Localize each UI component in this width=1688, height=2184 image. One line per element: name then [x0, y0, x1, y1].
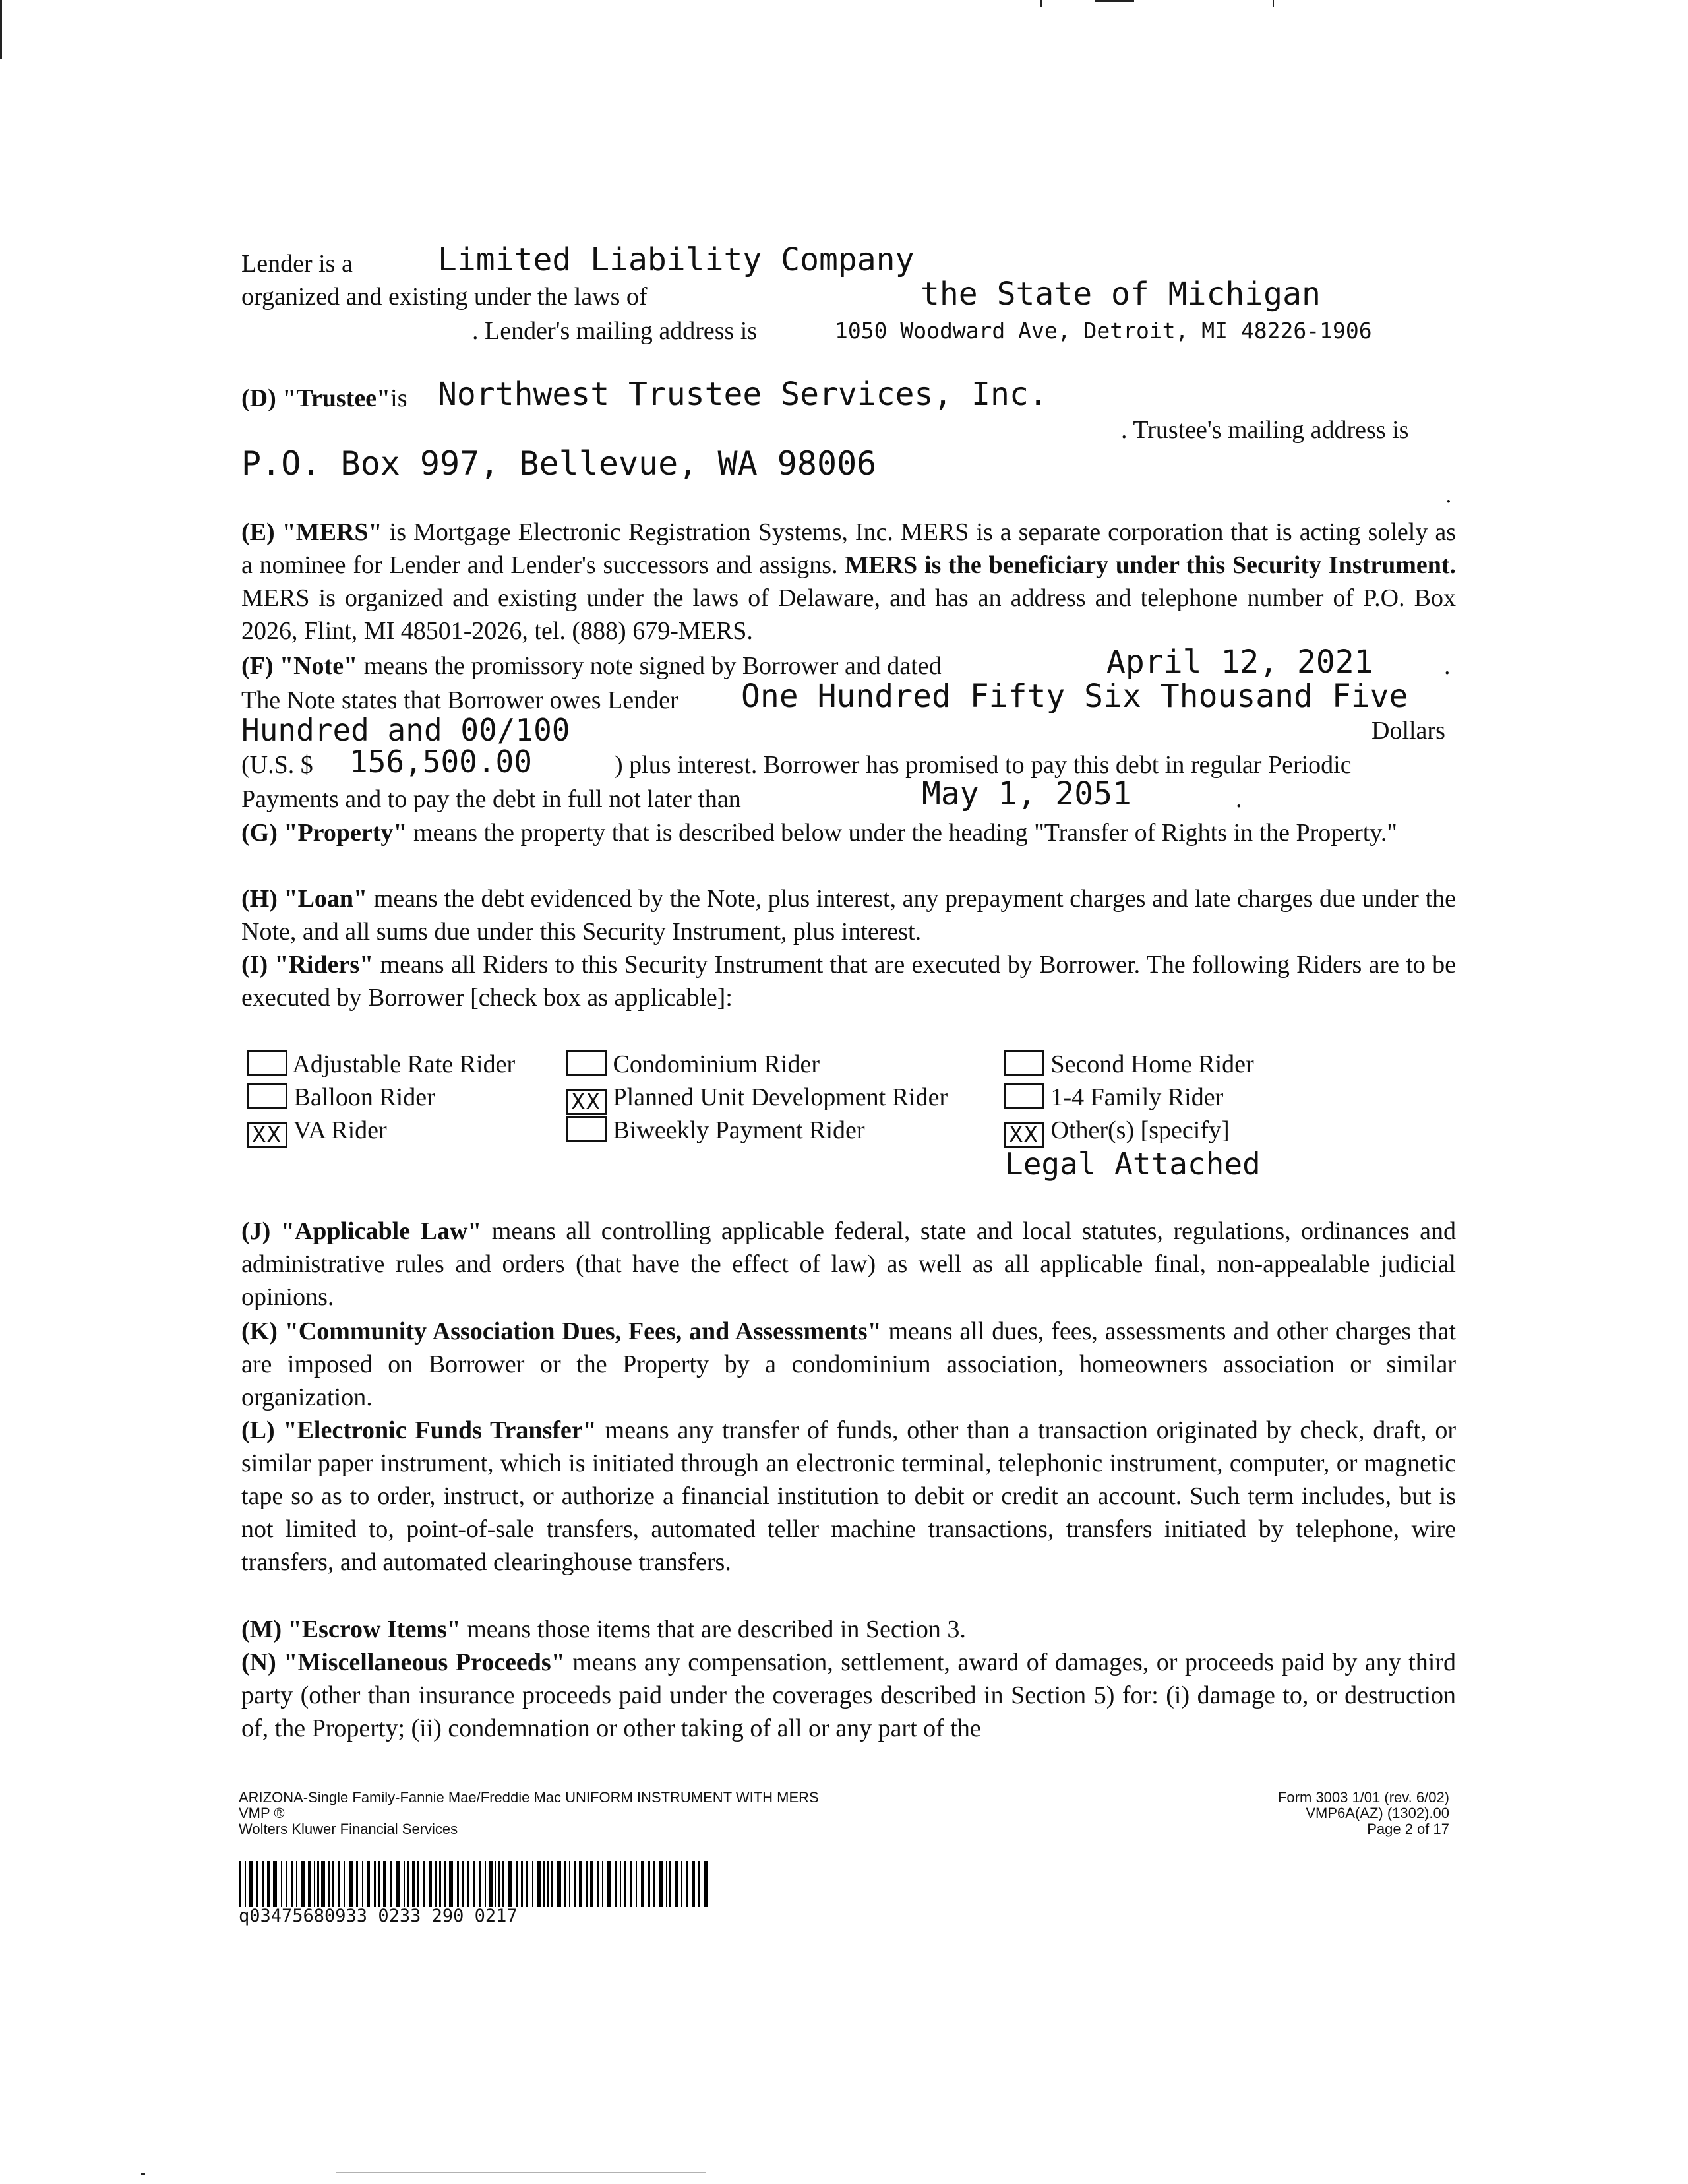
- applicable-law-label: (J) "Applicable Law": [241, 1217, 482, 1245]
- barcode-bar: [653, 1861, 655, 1907]
- barcode-bar: [317, 1861, 319, 1907]
- rider-second-home: [1004, 1050, 1254, 1079]
- barcode-bar: [332, 1861, 334, 1907]
- barcode-bar: [557, 1861, 561, 1907]
- riders-definition: [241, 948, 1456, 1014]
- note-signed-text: means the promissory note signed by Borrower and dated: [363, 652, 942, 680]
- barcode-bar: [579, 1861, 582, 1907]
- barcode-bar: [636, 1861, 637, 1907]
- checkbox[interactable]: XX: [247, 1122, 287, 1148]
- trustee-label: (D) "Trustee": [241, 384, 391, 412]
- note-label: (F) "Note": [241, 652, 358, 680]
- barcode-bar: [597, 1861, 599, 1907]
- barcode-bar: [308, 1861, 311, 1907]
- checkbox[interactable]: [1004, 1050, 1044, 1076]
- footer-page-number: Page 2 of 17: [1367, 1821, 1449, 1837]
- trustee-mailing-label: . Trustee's mailing address is: [1121, 416, 1409, 444]
- barcode-bar: [615, 1861, 617, 1907]
- barcode-bar: [378, 1861, 380, 1907]
- barcode-bar: [532, 1861, 533, 1907]
- rider-label: Balloon Rider: [293, 1083, 435, 1111]
- note-maturity-period: .: [1236, 785, 1242, 813]
- eft-definition: [241, 1414, 1456, 1579]
- barcode-bar: [245, 1861, 246, 1907]
- checkbox[interactable]: [566, 1050, 607, 1076]
- barcode: [239, 1861, 711, 1907]
- rider-label: Condominium Rider: [613, 1050, 820, 1078]
- rider-label: Planned Unit Development Rider: [613, 1083, 948, 1111]
- barcode-bar: [429, 1861, 432, 1907]
- barcode-bar: [296, 1861, 297, 1907]
- barcode-bar: [669, 1861, 671, 1907]
- barcode-bar: [495, 1861, 496, 1907]
- barcode-bar: [620, 1861, 621, 1907]
- misc-proceeds-definition: [241, 1646, 1456, 1745]
- barcode-bar: [686, 1861, 688, 1907]
- mers-beneficiary: MERS is the beneficiary under this Security Instrument.: [845, 551, 1457, 579]
- lender-mailing-label: . Lender's mailing address is: [472, 317, 758, 345]
- checkbox[interactable]: XX: [1004, 1122, 1044, 1148]
- trustee-is: is: [390, 384, 407, 412]
- footer-form-title: ARIZONA-Single Family-Fannie Mae/Freddie Mac UNIFORM INSTRUMENT WITH MERS: [239, 1789, 819, 1805]
- eft-text: means any transfer of funds, other than a transaction originated by check, draft, or similar paper instrument, which is initiated through an electronic terminal, telephonic instrument, computer, or magnetic tape so as to order, instruct, or authorize a financial institution to debit or credit an account. Such term includes, but is not limited to, point-of-sale transfers, automated teller machine transactions, transfers initiated by telephone, wire transfers, and automated clearinghouse transfers.: [241, 1416, 1456, 1576]
- applicable-law-text: means all controlling applicable federal, state and local statutes, regulations, ordinances and administrative rules and orders (that have the effect of law) as well as all applicable final, non-appealable judicial opinions.: [241, 1217, 1456, 1311]
- barcode-bar: [321, 1861, 325, 1907]
- checkbox[interactable]: [1004, 1083, 1044, 1109]
- lender-address: 1050 Woodward Ave, Detroit, MI 48226-1906: [835, 318, 1372, 344]
- rider-other: [1004, 1116, 1230, 1148]
- barcode-bar: [444, 1861, 446, 1907]
- barcode-bar: [407, 1861, 409, 1907]
- note-owes-text: The Note states that Borrower owes Lender: [241, 686, 678, 714]
- lender-entity-type: Limited Liability Company: [438, 241, 915, 278]
- rider-pud: [566, 1083, 948, 1115]
- community-association-text: means all dues, fees, assessments and other charges that are imposed on Borrower or the Property by a condominium association, homeowners association or similar organization.: [241, 1318, 1456, 1411]
- barcode-bar: [551, 1861, 553, 1907]
- escrow-items-label: (M) "Escrow Items": [241, 1616, 461, 1643]
- barcode-bar: [286, 1861, 287, 1907]
- barcode-bar: [396, 1861, 400, 1907]
- note-payments-text: Payments and to pay the debt in full not later than: [241, 785, 741, 813]
- rider-label: Biweekly Payment Rider: [613, 1116, 865, 1144]
- loan-definition: [241, 882, 1456, 948]
- rider-other-specify: Legal Attached: [1005, 1146, 1261, 1182]
- mers-text-1: is Mortgage Electronic Registration Systems, Inc. MERS is a separate corporation that is acting solely as a nominee for Lender and Lender's successors and assigns.: [241, 518, 1456, 579]
- scan-bottom-speckle: [336, 2172, 706, 2173]
- barcode-bar: [516, 1861, 518, 1907]
- barcode-bar: [574, 1861, 576, 1907]
- rider-adjustable-rate: [247, 1050, 515, 1079]
- barcode-bar: [423, 1861, 425, 1907]
- barcode-bar: [367, 1861, 370, 1907]
- footer-form-code: VMP6A(AZ) (1302).00: [1306, 1805, 1449, 1821]
- community-association-definition: [241, 1315, 1456, 1414]
- trustee-line: [241, 384, 407, 413]
- barcode-bar: [526, 1861, 528, 1907]
- barcode-bar: [586, 1861, 588, 1907]
- barcode-bar: [383, 1861, 386, 1907]
- barcode-bar: [624, 1861, 626, 1907]
- barcode-bar: [457, 1861, 459, 1907]
- barcode-bar: [659, 1861, 663, 1907]
- scan-bottom-speckle: [141, 2173, 145, 2175]
- barcode-bar: [666, 1861, 667, 1907]
- barcode-bar: [508, 1861, 512, 1907]
- note-dollars: Dollars: [1372, 717, 1445, 744]
- trustee-trailing-dot: .: [1445, 481, 1452, 508]
- barcode-bar: [417, 1861, 419, 1907]
- barcode-bar: [479, 1861, 481, 1907]
- barcode-bar: [249, 1861, 253, 1907]
- loan-text: means the debt evidenced by the Note, plus interest, any prepayment charges and late charges due under the Note, and all sums due under this Security Instrument, plus interest.: [241, 885, 1456, 946]
- note-interest-text: ) plus interest. Borrower has promised to pay this debt in regular Periodic: [615, 751, 1352, 779]
- barcode-bar: [328, 1861, 330, 1907]
- escrow-items-text: means those items that are described in Section 3.: [460, 1616, 966, 1643]
- barcode-bar: [564, 1861, 566, 1907]
- rider-label: 1-4 Family Rider: [1050, 1083, 1224, 1111]
- barcode-bar: [356, 1861, 358, 1907]
- barcode-bar: [374, 1861, 376, 1907]
- barcode-bar: [630, 1861, 632, 1907]
- barcode-bar: [502, 1861, 504, 1907]
- note-date: April 12, 2021: [1106, 644, 1373, 681]
- footer-form-number: Form 3003 1/01 (rev. 6/02): [1277, 1789, 1449, 1805]
- barcode-bar: [267, 1861, 270, 1907]
- barcode-bar: [648, 1861, 650, 1907]
- barcode-bar: [692, 1861, 695, 1907]
- barcode-bar: [537, 1861, 541, 1907]
- rider-label: VA Rider: [293, 1116, 387, 1144]
- note-line-1: [241, 652, 942, 681]
- note-date-period: .: [1444, 652, 1451, 680]
- note-amount: 156,500.00: [349, 744, 532, 779]
- barcode-bar: [547, 1861, 549, 1907]
- mers-definition: [241, 516, 1456, 648]
- barcode-bar: [467, 1861, 469, 1907]
- barcode-bar: [291, 1861, 293, 1907]
- barcode-bar: [338, 1861, 340, 1907]
- property-definition: [241, 816, 1456, 849]
- barcode-bar: [412, 1861, 415, 1907]
- mers-text-2: MERS is organized and existing under the laws of Delaware, and has an address and telephone number of P.O. Box 2026, Flint, MI 48501-2026, tel. (888) 679-MERS.: [241, 584, 1456, 645]
- loan-label: (H) "Loan": [241, 885, 368, 913]
- lender-is-a-label: Lender is a: [241, 250, 353, 278]
- barcode-bar: [485, 1861, 486, 1907]
- barcode-bar: [498, 1861, 500, 1907]
- barcode-bar: [473, 1861, 475, 1907]
- barcode-bar: [698, 1861, 700, 1907]
- misc-proceeds-label: (N) "Miscellaneous Proceeds": [241, 1649, 565, 1676]
- note-amount-words-1: One Hundred Fifty Six Thousand Five: [741, 678, 1408, 715]
- scan-edge-mark: [1095, 0, 1134, 2]
- barcode-bar: [349, 1861, 353, 1907]
- barcode-bar: [569, 1861, 570, 1907]
- barcode-text: q03475680933 0233 290 0217: [239, 1906, 518, 1926]
- rider-condominium: [566, 1050, 820, 1079]
- note-amount-words-2: Hundred and 00/100: [241, 712, 570, 748]
- rider-label: Second Home Rider: [1050, 1050, 1254, 1078]
- escrow-items-definition: [241, 1613, 1456, 1646]
- barcode-bar: [344, 1861, 345, 1907]
- note-us-label: (U.S. $: [241, 751, 313, 779]
- checkbox[interactable]: XX: [566, 1089, 607, 1115]
- lender-organized-label: organized and existing under the laws of: [241, 283, 648, 311]
- barcode-bar: [602, 1861, 603, 1907]
- barcode-bar: [262, 1861, 264, 1907]
- barcode-bar: [704, 1861, 708, 1907]
- barcode-bar: [641, 1861, 644, 1907]
- barcode-bar: [301, 1861, 305, 1907]
- riders-label: (I) "Riders": [241, 951, 374, 979]
- barcode-bar: [607, 1861, 611, 1907]
- checkbox[interactable]: [566, 1116, 607, 1142]
- barcode-bar: [314, 1861, 315, 1907]
- applicable-law-definition: [241, 1215, 1456, 1314]
- scan-edge-mark: [0, 0, 2, 59]
- barcode-bar: [435, 1861, 437, 1907]
- lender-state: the State of Michigan: [920, 276, 1321, 313]
- barcode-bar: [273, 1861, 277, 1907]
- barcode-bar: [362, 1861, 363, 1907]
- rider-biweekly: [566, 1116, 865, 1145]
- trustee-name: Northwest Trustee Services, Inc.: [438, 376, 1048, 413]
- checkbox[interactable]: [247, 1050, 287, 1076]
- rider-va: [247, 1116, 387, 1148]
- barcode-bar: [489, 1861, 493, 1907]
- scan-edge-mark: [1040, 0, 1042, 7]
- barcode-bar: [681, 1861, 682, 1907]
- trustee-address: P.O. Box 997, Bellevue, WA 98006: [241, 444, 877, 483]
- note-maturity-date: May 1, 2051: [922, 775, 1131, 812]
- mers-label: (E) "MERS": [241, 518, 382, 546]
- barcode-bar: [521, 1861, 523, 1907]
- barcode-bar: [439, 1861, 441, 1907]
- property-text: means the property that is described below under the heading "Transfer of Rights in the Property.": [407, 819, 1397, 847]
- footer-publisher: Wolters Kluwer Financial Services: [239, 1821, 458, 1837]
- checkbox[interactable]: [247, 1083, 287, 1109]
- community-association-label: (K) "Community Association Dues, Fees, and Assessments": [241, 1318, 882, 1345]
- barcode-bar: [590, 1861, 593, 1907]
- rider-one-four-family: [1004, 1083, 1223, 1112]
- footer-vmp: VMP ®: [239, 1805, 285, 1821]
- barcode-bar: [404, 1861, 405, 1907]
- scan-edge-mark: [1273, 0, 1274, 7]
- barcode-bar: [675, 1861, 678, 1907]
- riders-text: means all Riders to this Security Instrument that are executed by Borrower. The following Riders are to be executed by Borrower [check box as applicable]:: [241, 951, 1456, 1012]
- eft-label: (L) "Electronic Funds Transfer": [241, 1416, 597, 1444]
- rider-label: Adjustable Rate Rider: [292, 1050, 516, 1078]
- barcode-bar: [256, 1861, 258, 1907]
- footer-right: [1278, 1790, 1449, 1837]
- rider-label: Other(s) [specify]: [1050, 1116, 1230, 1144]
- barcode-bar: [449, 1861, 453, 1907]
- barcode-bar: [239, 1861, 241, 1907]
- rider-balloon: [247, 1083, 435, 1112]
- misc-proceeds-text: means any compensation, settlement, award of damages, or proceeds paid by any third party (other than insurance proceeds paid under the coverages described in Section 5) for: (i) damage to, or destruction of, the Property; (ii) condemnation or other taking of all or any part of the: [241, 1649, 1456, 1742]
- barcode-bar: [281, 1861, 282, 1907]
- barcode-bar: [543, 1861, 545, 1907]
- barcode-bar: [462, 1861, 464, 1907]
- property-label: (G) "Property": [241, 819, 407, 847]
- barcode-bar: [390, 1861, 392, 1907]
- footer-left: [239, 1790, 819, 1837]
